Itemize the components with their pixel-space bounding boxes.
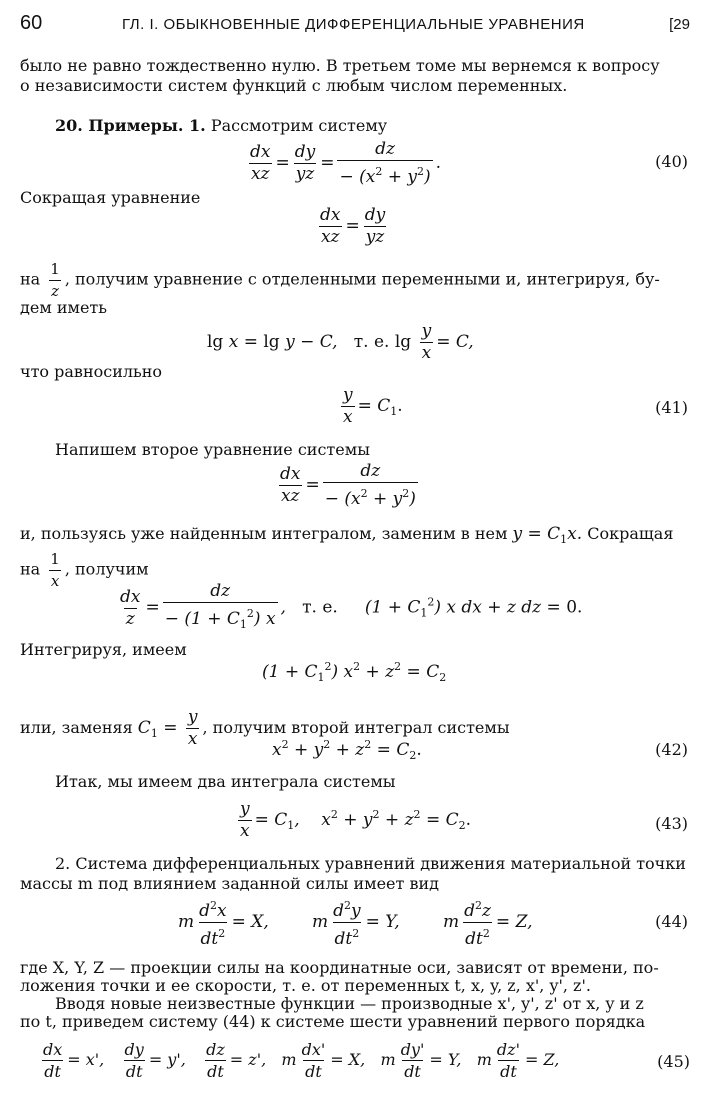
text-line: ложения точки и ее скорости, т. е. от переменных t, x, y, z, x', y', z'. bbox=[20, 976, 591, 995]
equation-integrated: $(1 + C_1^2)$ $x^2 + z^2 = C_2$ bbox=[262, 660, 447, 684]
equation-reduced: $\frac{dx}{xz}$ = $\frac{dy}{yz}$ bbox=[320, 205, 386, 247]
chapter-title: ГЛ. I. ОБЫКНОВЕННЫЕ ДИФФЕРЕНЦИАЛЬНЫЕ УРАВНЕНИЯ bbox=[122, 16, 585, 33]
section-heading: 20. Примеры. 1. bbox=[55, 116, 206, 135]
equation-number-41: (41) bbox=[655, 398, 688, 417]
text-line: Вводя новые неизвестные функции — производные x', y', z' от x, y и z bbox=[55, 994, 644, 1013]
text-line: было не равно тождественно нулю. В третьем томе мы вернемся к вопросу bbox=[20, 56, 660, 75]
text-fragment: или, заменяя bbox=[20, 718, 133, 737]
equation-number-42: (42) bbox=[655, 740, 688, 759]
equation-44: m $\frac{d^2x}{dt^2}$ = X, m $\frac{d^2y}{dt^2}$ = Y, m $\frac{d^2z}{dt^2}$ = Z, bbox=[178, 899, 533, 949]
page-number: 60 bbox=[20, 12, 43, 34]
equation-43: $\frac{y}{x}$ = $C_1$, $x^2 + y^2 + z^2 = C_2$. bbox=[240, 799, 472, 841]
section-intro: Рассмотрим систему bbox=[210, 116, 388, 135]
inline-factor: $\frac{1}{z}$ bbox=[50, 260, 60, 300]
equation-number-43: (43) bbox=[655, 814, 688, 833]
equation-lg: lg x = lg y − C, т. е. lg $\frac{y}{x}$ = C, bbox=[207, 321, 474, 363]
inline-factor: $\frac{1}{x}$ bbox=[50, 550, 60, 590]
text-fragment: Сокращая bbox=[587, 524, 674, 543]
text-fragment: т. е. bbox=[353, 332, 390, 352]
text-fragment: т. е. bbox=[302, 597, 338, 618]
equation-41: $\frac{y}{x}$ = $C_1$. bbox=[343, 385, 403, 427]
text-line: о независимости систем функций с любым числом переменных. bbox=[20, 76, 568, 95]
equation-number-45: (45) bbox=[657, 1052, 690, 1071]
text-fragment: и, пользуясь уже найденным интегралом, заменим в нем bbox=[20, 524, 508, 543]
text-line: 2. Система дифференциальных уравнений движения материальной точки bbox=[55, 854, 686, 873]
equation-40: $\frac{dx}{xz}$ = $\frac{dy}{yz}$ = $\frac{dz}{- (x^2 + y^2)}$ . bbox=[250, 139, 442, 187]
inline-replace: $C_1$ = $\frac{y}{x}$ bbox=[137, 707, 198, 749]
equation-separated: $\frac{dx}{z}$ = $\frac{dz}{- (1 + C_1^2) x}$ , т. е. $(1 + C_1^2)$ x dx + z dz = 0. bbox=[115, 582, 582, 634]
text-line: дем иметь bbox=[20, 298, 107, 317]
section-heading-line bbox=[55, 116, 387, 136]
equation-42: $x^2 + y^2 + z^2 = C_2$. bbox=[272, 738, 422, 762]
text-fragment: на bbox=[20, 559, 41, 579]
text-line: по t, приведем систему (44) к системе шести уравнений первого порядка bbox=[20, 1012, 646, 1031]
equation-number-44: (44) bbox=[655, 912, 688, 931]
inline-substitution: $y = C_1x$. bbox=[512, 524, 583, 546]
text-line bbox=[20, 524, 673, 550]
page-header bbox=[20, 12, 690, 38]
text-fragment: , получим уравнение с отделенными переменными и, интегрируя, бу- bbox=[64, 269, 660, 289]
equation-number-40: (40) bbox=[655, 152, 688, 171]
section-number: [29 bbox=[669, 16, 690, 33]
text-line: Итак, мы имеем два интеграла системы bbox=[55, 772, 396, 791]
text-fragment: , получим bbox=[64, 559, 149, 579]
equation-45: $\frac{dx}{dt}$ = x', $\frac{dy}{dt}$ = y', $\frac{dz}{dt}$ = z', m $\frac{dx'}{dt}$ = X, m $\frac{dy'}{dt}$ = Y, m $\frac{dz'}{dt}$ = Z, bbox=[43, 1040, 560, 1081]
text-line: где X, Y, Z — проекции силы на координатные оси, зависят от времени, по- bbox=[20, 958, 659, 977]
text-line: что равносильно bbox=[20, 362, 163, 381]
text-line bbox=[20, 708, 510, 749]
equation-second: $\frac{dx}{xz}$ = $\frac{dz}{- (x^2 + y^2)}$ bbox=[280, 461, 416, 509]
text-fragment: , получим второй интеграл системы bbox=[202, 718, 510, 737]
text-fragment: на bbox=[20, 269, 41, 289]
text-line: массы m под влиянием заданной силы имеет вид bbox=[20, 874, 439, 893]
text-line: Сокращая уравнение bbox=[20, 188, 201, 207]
text-line: Интегрируя, имеем bbox=[20, 640, 187, 659]
text-line: Напишем второе уравнение системы bbox=[55, 440, 370, 459]
text-line bbox=[20, 260, 660, 301]
